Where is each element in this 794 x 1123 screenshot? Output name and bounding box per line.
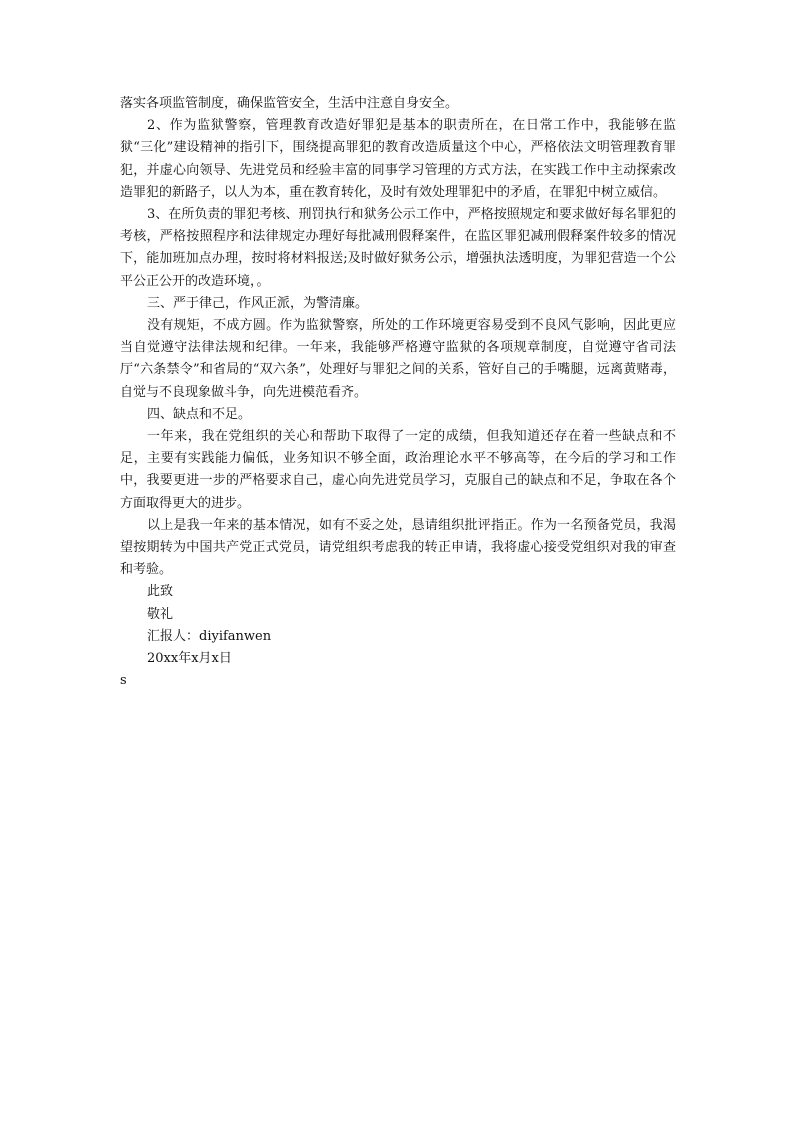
closing-salute-2: 敬礼 <box>147 606 174 622</box>
paragraph-item-2: 2、作为监狱警察，管理教育改造好罪犯是基本的职责所在，在日常工作中，我能够在监狱“三化”建设精神的指引下，围绕提高罪犯的教育改造质量这个中心，严格依法文明管理教育罪犯，并虚心向领导、先进党员和经验丰富的同事学习管理的方式方法，在实践工作中主动探索改造罪犯的新路子，以人为本，重在教育转化，及时有效处理罪犯中的矛盾，在罪犯中树立威信。 <box>120 118 676 200</box>
section-heading-4: 四、缺点和不足。 <box>147 406 252 422</box>
closing-salute-1: 此致 <box>147 584 174 600</box>
paragraph-item-3: 3、在所负责的罪犯考核、刑罚执行和狱务公示工作中，严格按照规定和要求做好每名罪犯的考核，严格按照程序和法律规定办理好每批减刑假释案件，在监区罪犯减刑假释案件较多的情况下，能加班加点办理，按时将材料报送;及时做好狱务公示，增强执法透明度，为罪犯营造一个公平公正公开的改造环境，。 <box>120 207 676 289</box>
report-date: 20xx年x月x日 <box>147 651 232 667</box>
section-heading-3: 三、严于律己，作风正派，为警清廉。 <box>147 295 369 311</box>
paragraph-continuation: 落实各项监管制度，确保监管安全，生活中注意自身安全。 <box>120 96 459 111</box>
trailing-mark: s <box>120 673 127 689</box>
reporter-signature: 汇报人：diyifanwen <box>147 628 272 644</box>
document-page <box>120 93 676 692</box>
paragraph-shortcomings: 一年来，我在党组织的关心和帮助下取得了一定的成绩，但我知道还存在着一些缺点和不足，主要有实践能力偏低，业务知识不够全面，政治理论水平不够高等，在今后的学习和工作中，我要更进一步的严格要求自己，虚心向先进党员学习，克服自己的缺点和不足，争取在各个方面取得更大的进步。 <box>120 429 676 511</box>
paragraph-discipline: 没有规矩，不成方圆。作为监狱警察，所处的工作环境更容易受到不良风气影响，因此更应当自觉遵守法律法规和纪律。一年来，我能够严格遵守监狱的各项规章制度，自觉遵守省司法厅“六条禁令”和省局的“双六条”，处理好与罪犯之间的关系，管好自己的手嘴腿，远离黄赌毒，自觉与不良现象做斗争，向先进模范看齐。 <box>120 318 676 400</box>
paragraph-conclusion: 以上是我一年来的基本情况，如有不妥之处，恳请组织批评指正。作为一名预备党员，我渴望按期转为中国共产党正式党员，请党组织考虑我的转正申请，我将虚心接受党组织对我的审查和考验。 <box>120 517 676 578</box>
